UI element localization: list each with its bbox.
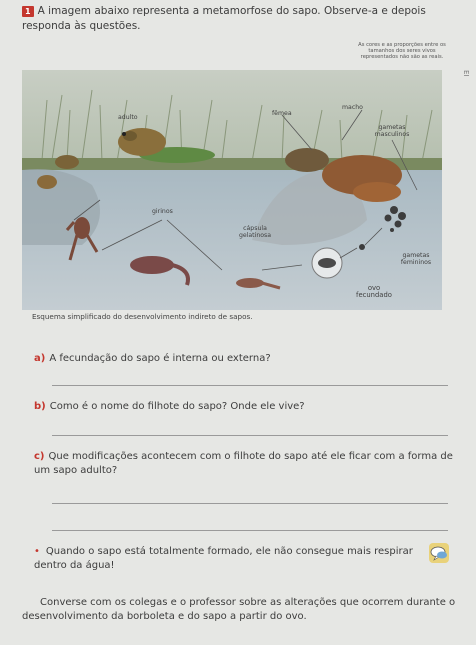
question-a-letter: a) xyxy=(34,353,46,364)
bullet-dot: • xyxy=(34,546,40,557)
label-adulto: adulto xyxy=(118,114,138,121)
exercise-intro xyxy=(22,4,468,34)
answer-line-a[interactable] xyxy=(52,385,448,386)
label-femea: fêmea xyxy=(272,110,292,117)
final-instruction: Converse com os colegas e o professor sobre as alterações que ocorrem durante o desenvolvimento da borboleta e do sapo a partir do ovo. xyxy=(22,597,456,622)
answer-line-c2[interactable] xyxy=(52,530,448,531)
scale-note: As cores e as proporções entre os tamanhos dos seres vivos representados não são as reais. xyxy=(358,42,446,60)
background-vegetation xyxy=(22,70,442,165)
label-capsula-gelatinosa: cápsula gelatinosa xyxy=(238,225,272,239)
question-c-text: Que modificações acontecem com o filhote do sapo até ele ficar com a forma de um sapo adulto? xyxy=(34,451,453,476)
question-b-letter: b) xyxy=(34,401,46,412)
answer-line-c1[interactable] xyxy=(52,503,448,504)
question-c-letter: c) xyxy=(34,451,45,462)
metamorphosis-figure xyxy=(22,70,442,310)
question-a xyxy=(34,352,454,366)
bullet-note xyxy=(34,545,444,573)
label-ovo-fecundado: ovo fecundado xyxy=(356,284,392,299)
label-gametas-femininos: gametas femininos xyxy=(400,252,432,266)
label-girinos: girinos xyxy=(152,208,173,215)
fertilized-egg-dot xyxy=(359,244,365,250)
speech-bubble-icon xyxy=(428,542,450,564)
figure-caption: Esquema simplificado do desenvolvimento indireto de sapos. xyxy=(32,312,253,321)
question-c xyxy=(34,450,454,478)
label-gametas-masculinos: gametas masculinos xyxy=(374,124,410,138)
label-macho: macho xyxy=(342,104,363,111)
bullet-note-text: Quando o sapo está totalmente formado, ele não consegue mais respirar dentro da água! xyxy=(34,546,413,571)
question-b-text: Como é o nome do filhote do sapo? Onde ele vive? xyxy=(49,401,305,412)
answer-line-b[interactable] xyxy=(52,435,448,436)
exercise-intro-text: A imagem abaixo representa a metamorfose do sapo. Observe-a e depois responda às questões. xyxy=(22,5,426,32)
adult-frog xyxy=(118,128,166,156)
female-gamete-dot xyxy=(390,228,394,232)
egg-embryo xyxy=(318,258,336,268)
question-a-text: A fecundação do sapo é interna ou externa? xyxy=(49,353,271,364)
exercise-number: 1 xyxy=(22,6,34,17)
side-label: EI xyxy=(462,70,470,77)
metamorphosis-illustration xyxy=(22,70,442,310)
question-b xyxy=(34,400,454,414)
